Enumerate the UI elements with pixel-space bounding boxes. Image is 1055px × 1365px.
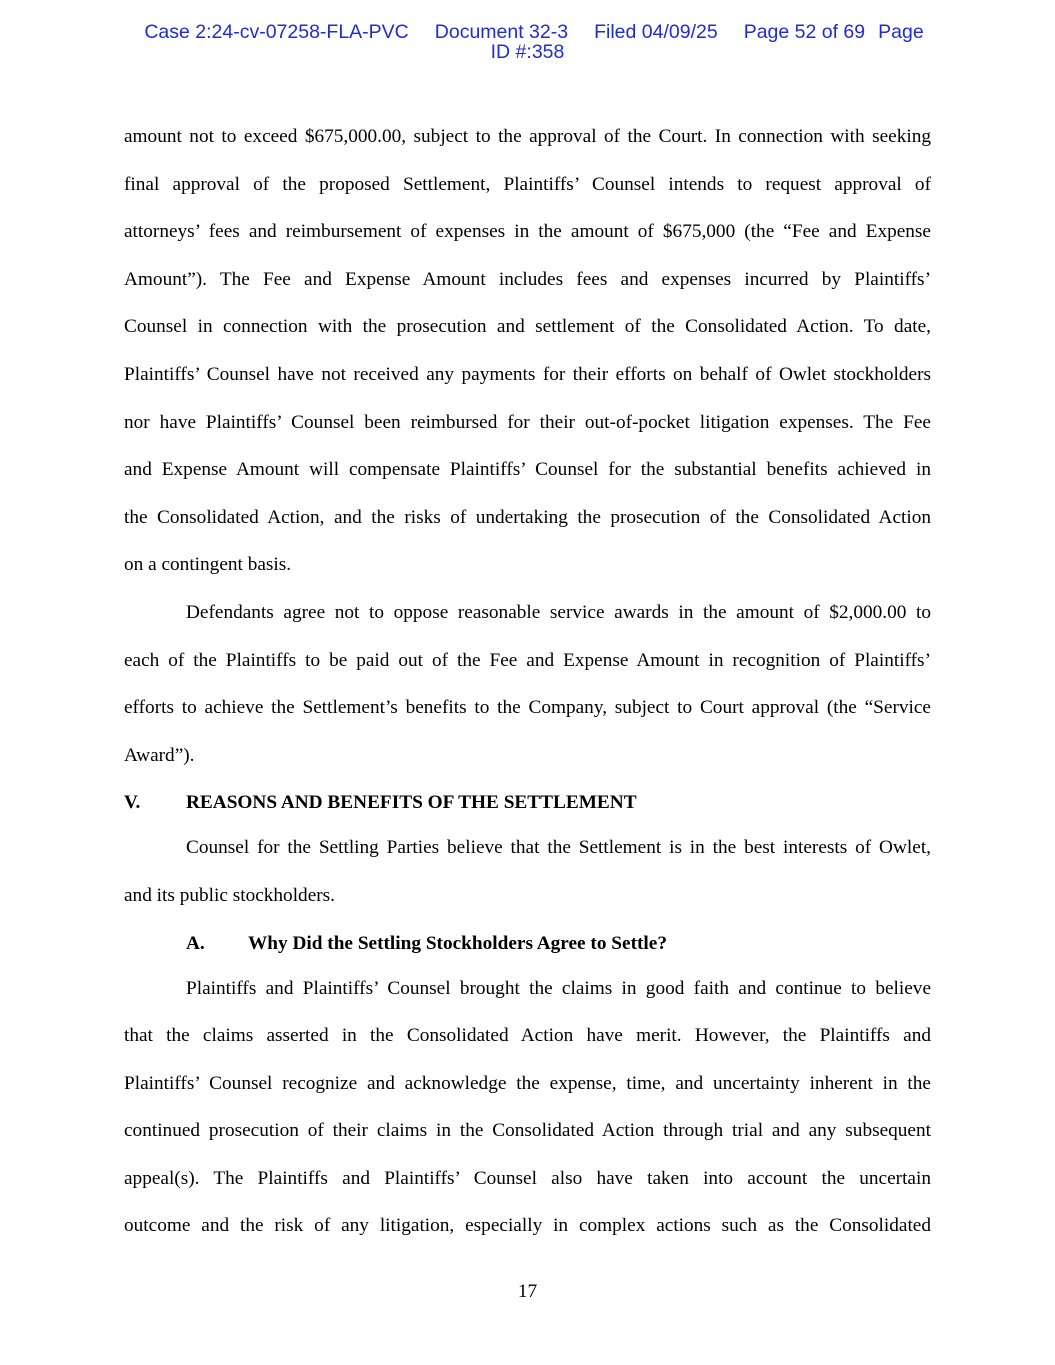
paragraph-line: efforts to achieve the Settlement’s benefits to the Company, subject to Court approval (the “Service: [124, 697, 931, 719]
document-number: Document 32-3: [434, 21, 569, 43]
section-heading: [124, 779, 931, 824]
case-number: Case 2:24-cv-07258-FLA-PVC: [144, 21, 409, 43]
paragraph-line: Defendants agree not to oppose reasonable service awards in the amount of $2,000.00 to: [186, 601, 931, 623]
page-id: ID #:358: [490, 41, 565, 63]
paragraph-line: attorneys’ fees and reimbursement of expenses in the amount of $675,000 (the “Fee and Expense: [124, 221, 931, 243]
paragraph-line: the Consolidated Action, and the risks of undertaking the prosecution of the Consolidated Action: [124, 506, 931, 528]
page-label: Page: [878, 21, 924, 43]
paragraph-line: and its public stockholders.: [124, 884, 335, 906]
heading-text: REASONS AND BENEFITS OF THE SETTLEMENT: [186, 792, 637, 814]
subsection-heading: [124, 920, 931, 965]
page-count: Page 52 of 69: [743, 21, 866, 43]
paragraph-line: and Expense Amount will compensate Plaintiffs’ Counsel for the substantial benefits achieved in: [124, 459, 931, 481]
paragraph-line: Plaintiffs’ Counsel have not received any payments for their efforts on behalf of Owlet stockholders: [124, 363, 931, 385]
paragraph-line: Award”).: [124, 744, 195, 766]
paragraph-line: appeal(s). The Plaintiffs and Plaintiffs’ Counsel also have taken into account the uncertain: [124, 1167, 931, 1189]
paragraph-line: nor have Plaintiffs’ Counsel been reimbursed for their out-of-pocket litigation expenses. The Fee: [124, 411, 931, 433]
paragraph-line: each of the Plaintiffs to be paid out of the Fee and Expense Amount in recognition of Plaintiffs’: [124, 649, 931, 671]
paragraph-line: amount not to exceed $675,000.00, subject to the approval of the Court. In connection with seeking: [124, 126, 931, 147]
paragraph-line: on a contingent basis.: [124, 554, 292, 576]
page-number: 17: [517, 1281, 538, 1302]
case-header: [0, 22, 1055, 42]
heading-number: V.: [124, 792, 141, 814]
paragraph-line: final approval of the proposed Settlement, Plaintiffs’ Counsel intends to request approval of: [124, 173, 931, 195]
paragraph-line: Plaintiffs’ Counsel recognize and acknowledge the expense, time, and uncertainty inherent in the: [124, 1072, 931, 1094]
paragraph-line: Plaintiffs and Plaintiffs’ Counsel brought the claims in good faith and continue to believe: [186, 977, 931, 999]
heading-text: Why Did the Settling Stockholders Agree to Settle?: [248, 932, 667, 954]
document-body: [124, 113, 931, 1250]
heading-number: A.: [186, 932, 205, 954]
paragraph-line: continued prosecution of their claims in the Consolidated Action through trial and any subsequent: [124, 1120, 931, 1142]
paragraph-line: Amount”). The Fee and Expense Amount includes fees and expenses incurred by Plaintiffs’: [124, 268, 931, 290]
paragraph-line: Counsel in connection with the prosecution and settlement of the Consolidated Action. To date,: [124, 316, 931, 338]
paragraph-line: that the claims asserted in the Consolidated Action have merit. However, the Plaintiffs and: [124, 1025, 931, 1047]
paragraph-line: outcome and the risk of any litigation, especially in complex actions such as the Consolidated: [124, 1215, 931, 1237]
filed-date: Filed 04/09/25: [594, 21, 718, 43]
paragraph-line: Counsel for the Settling Parties believe that the Settlement is in the best interests of Owlet,: [186, 837, 931, 859]
